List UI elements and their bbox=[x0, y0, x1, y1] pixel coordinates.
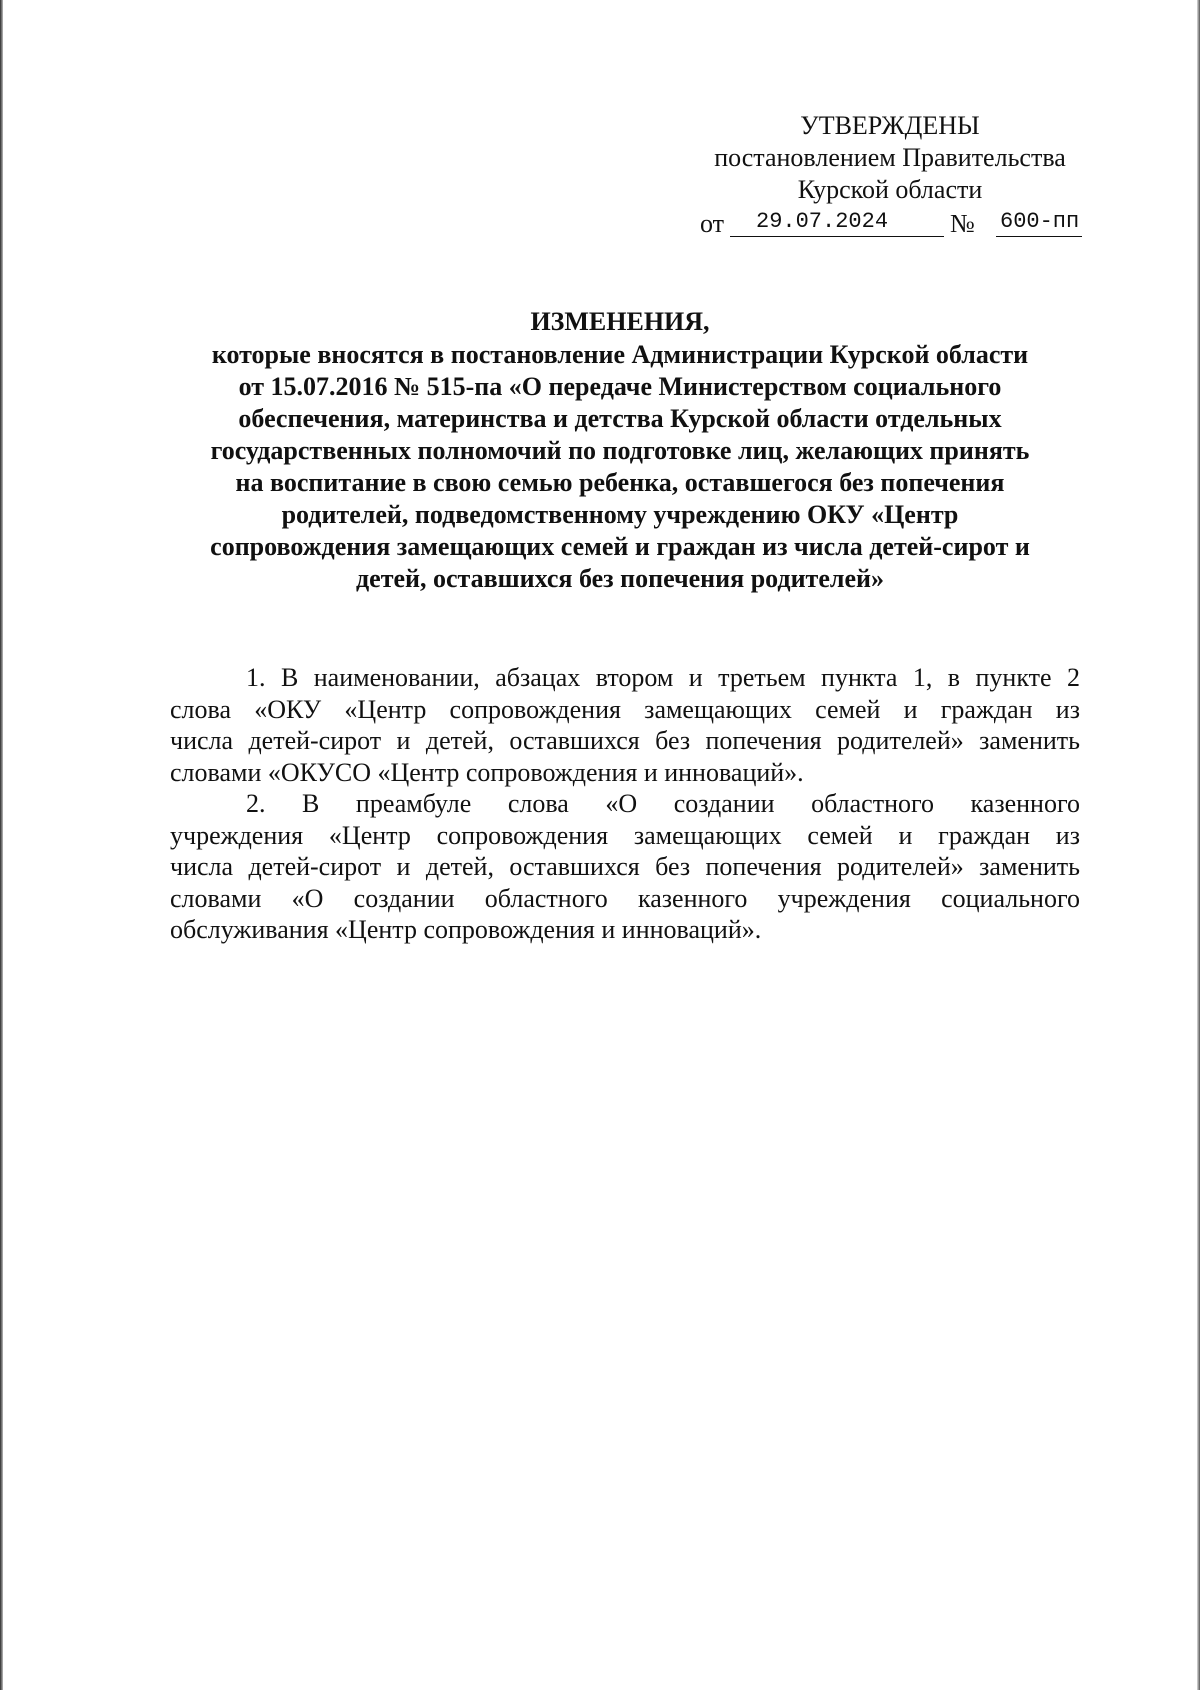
approval-stamp-block bbox=[690, 110, 1090, 206]
paragraph-line: 2. В преамбуле слова «О создании областного казенного bbox=[246, 789, 1080, 818]
approval-date: 29.07.2024 bbox=[730, 207, 944, 237]
subtitle-line: обеспечения, материнства и детства Курской области отдельных bbox=[238, 404, 1002, 433]
number-label: № bbox=[950, 209, 975, 238]
paragraph-line: 1. В наименовании, абзацах втором и третьем пункта 1, в пункте 2 bbox=[246, 663, 1080, 692]
approval-heading: УТВЕРЖДЕНЫ bbox=[800, 111, 980, 140]
paragraph-line: словами «О создании областного казенного учреждения социального bbox=[170, 883, 1080, 913]
subtitle-line: на воспитание в свою семью ребенка, оставшегося без попечения bbox=[235, 468, 1005, 497]
paragraph-line: словами «ОКУСО «Центр сопровождения и инноваций». bbox=[170, 757, 804, 787]
scan-edge-left bbox=[0, 0, 3, 1690]
subtitle-line: родителей, подведомственному учреждению ОКУ «Центр bbox=[281, 500, 959, 529]
from-label: от bbox=[700, 209, 725, 238]
approval-number: 600-пп bbox=[996, 207, 1082, 237]
subtitle-line: от 15.07.2016 № 515-па «О передаче Министерством социального bbox=[238, 372, 1002, 401]
paragraph-line: слова «ОКУ «Центр сопровождения замещающих семей и граждан из bbox=[170, 694, 1080, 724]
subtitle-line: детей, оставшихся без попечения родителей» bbox=[356, 564, 884, 593]
paragraph-line: обслуживания «Центр сопровождения и инноваций». bbox=[170, 915, 762, 944]
approval-region: Курской области bbox=[797, 175, 983, 204]
paragraph-line: учреждения «Центр сопровождения замещающих семей и граждан из bbox=[170, 820, 1080, 850]
subtitle-line: которые вносятся в постановление Администрации Курской области bbox=[211, 340, 1029, 369]
document-body bbox=[170, 662, 1080, 946]
paragraph-1 bbox=[170, 662, 1080, 788]
approval-date-line bbox=[700, 207, 1090, 241]
document-title: ИЗМЕНЕНИЯ, bbox=[530, 307, 710, 336]
paragraph-2 bbox=[170, 788, 1080, 946]
approval-authority: постановлением Правительства bbox=[714, 143, 1066, 172]
document-subtitle bbox=[160, 339, 1080, 595]
paragraph-line: числа детей-сирот и детей, оставшихся без попечения родителей» заменить bbox=[170, 726, 1080, 755]
subtitle-line: сопровождения замещающих семей и граждан из числа детей-сирот и bbox=[210, 532, 1030, 561]
paragraph-line: числа детей-сирот и детей, оставшихся без попечения родителей» заменить bbox=[170, 852, 1080, 881]
subtitle-line: государственных полномочий по подготовке лиц, желающих принять bbox=[210, 436, 1030, 465]
